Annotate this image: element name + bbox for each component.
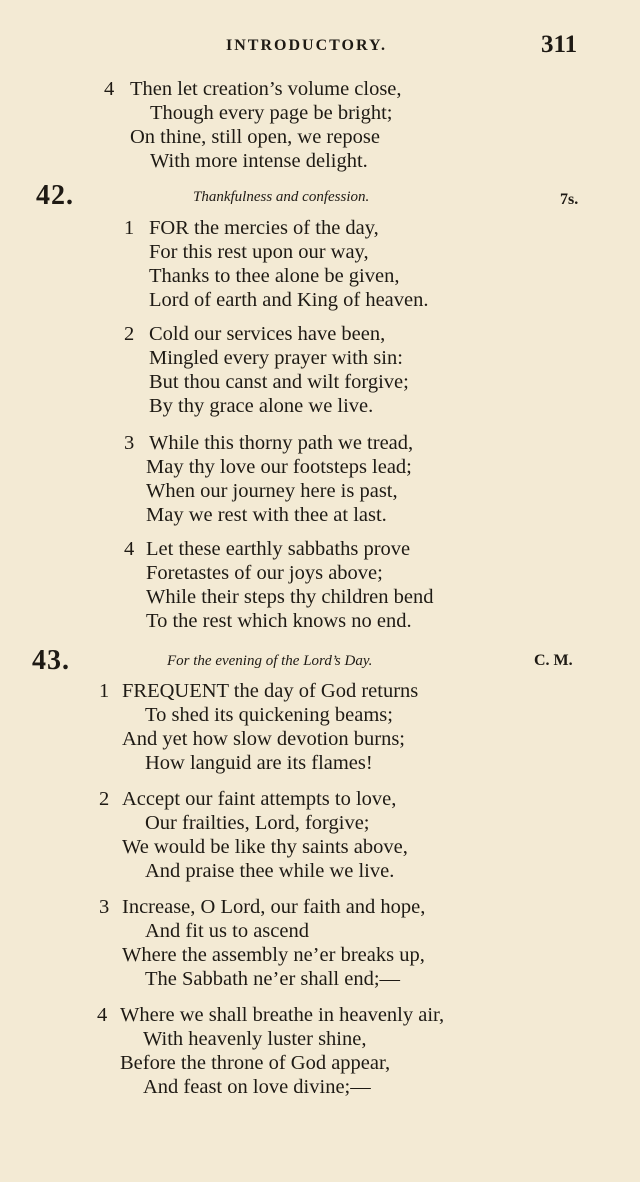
verse-line: Let these earthly sabbaths prove bbox=[146, 538, 411, 560]
stanza-number: 2 bbox=[99, 788, 110, 810]
verse-line: By thy grace alone we live. bbox=[149, 395, 374, 417]
hymn-number: 43. bbox=[32, 645, 70, 676]
page-number: 311 bbox=[541, 31, 578, 58]
verse-line: To shed its quickening beams; bbox=[145, 704, 393, 726]
verse-line: FREQUENT the day of God returns bbox=[122, 680, 419, 702]
verse-line: Cold our services have been, bbox=[149, 323, 386, 345]
verse-line: How languid are its flames! bbox=[145, 752, 373, 774]
stanza-number: 4 bbox=[104, 78, 115, 100]
verse-line: Thanks to thee alone be given, bbox=[149, 265, 400, 287]
verse-line: Accept our faint attempts to love, bbox=[122, 788, 397, 810]
stanza-number: 1 bbox=[124, 217, 135, 239]
verse-line: The Sabbath ne’er shall end;— bbox=[145, 968, 401, 990]
hymn-number: 42. bbox=[36, 180, 74, 211]
verse-line: Increase, O Lord, our faith and hope, bbox=[122, 896, 426, 918]
stanza-number: 1 bbox=[99, 680, 110, 702]
hymn-title: For the evening of the Lord’s Day. bbox=[167, 653, 373, 669]
verse-line: Foretastes of our joys above; bbox=[146, 562, 383, 584]
verse-line: Where we shall breathe in heavenly air, bbox=[120, 1004, 445, 1026]
running-header: INTRODUCTORY. bbox=[226, 37, 388, 54]
verse-line: With more intense delight. bbox=[150, 150, 368, 172]
verse-line: Lord of earth and King of heaven. bbox=[149, 289, 429, 311]
verse-line: Mingled every prayer with sin: bbox=[149, 347, 403, 369]
hymn-meter: C. M. bbox=[534, 652, 573, 669]
stanza-number: 4 bbox=[124, 538, 135, 560]
stanza-number: 4 bbox=[97, 1004, 108, 1026]
verse-line: And fit us to ascend bbox=[145, 920, 309, 942]
verse-line: We would be like thy saints above, bbox=[122, 836, 408, 858]
verse-line: And praise thee while we live. bbox=[145, 860, 395, 882]
verse-line: While this thorny path we tread, bbox=[149, 432, 414, 454]
stanza-number: 3 bbox=[124, 432, 135, 454]
verse-line: May we rest with thee at last. bbox=[146, 504, 387, 526]
stanza-number: 3 bbox=[99, 896, 110, 918]
hymn-title: Thankfulness and confession. bbox=[193, 189, 370, 205]
verse-line: Before the throne of God appear, bbox=[120, 1052, 391, 1074]
verse-line: And yet how slow devotion burns; bbox=[122, 728, 405, 750]
verse-line: Though every page be bright; bbox=[150, 102, 393, 124]
verse-line: For this rest upon our way, bbox=[149, 241, 369, 263]
verse-line: May thy love our footsteps lead; bbox=[146, 456, 412, 478]
verse-line: When our journey here is past, bbox=[146, 480, 398, 502]
stanza-number: 2 bbox=[124, 323, 135, 345]
verse-line: And feast on love divine;— bbox=[143, 1076, 371, 1098]
verse-line: FOR the mercies of the day, bbox=[149, 217, 379, 239]
verse-line: Our frailties, Lord, forgive; bbox=[145, 812, 370, 834]
verse-line: To the rest which knows no end. bbox=[146, 610, 412, 632]
verse-line: On thine, still open, we repose bbox=[130, 126, 380, 148]
verse-line: With heavenly luster shine, bbox=[143, 1028, 367, 1050]
verse-line: Then let creation’s volume close, bbox=[130, 78, 402, 100]
hymn-meter: 7s. bbox=[560, 191, 579, 208]
verse-line: While their steps thy children bend bbox=[146, 586, 434, 608]
verse-line: Where the assembly ne’er breaks up, bbox=[122, 944, 425, 966]
verse-line: But thou canst and wilt forgive; bbox=[149, 371, 409, 393]
